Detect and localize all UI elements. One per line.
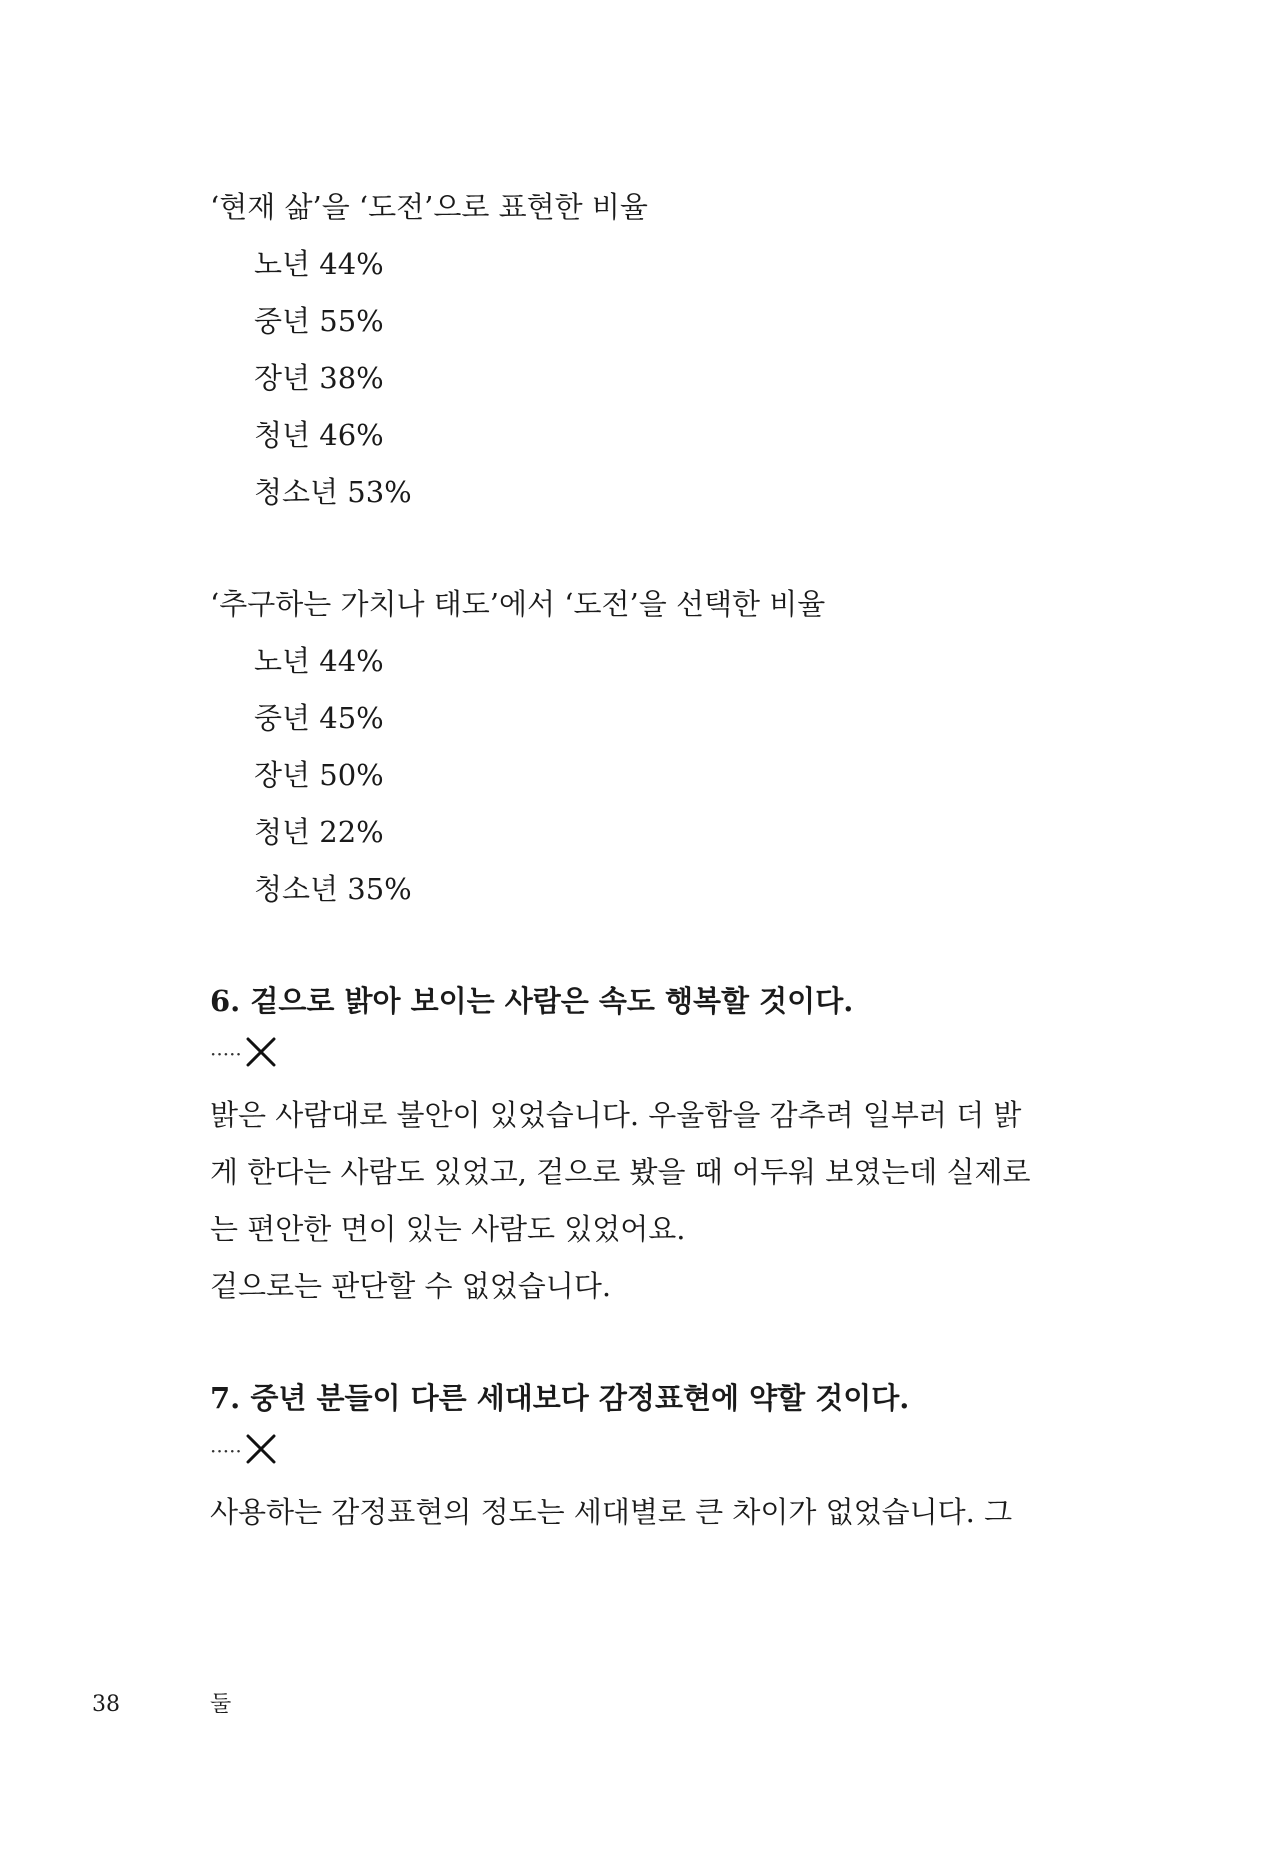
x-mark-icon bbox=[242, 1035, 278, 1074]
paragraph-line: 는 편안한 면이 있는 사람도 있었어요. bbox=[210, 1212, 686, 1246]
paragraph-line: 게 한다는 사람도 있었고, 겉으로 봤을 때 어두워 보였는데 실제로 bbox=[210, 1155, 1031, 1189]
paragraph-line: 밝은 사람대로 불안이 있었습니다. 우울함을 감추려 일부러 더 밝 bbox=[210, 1098, 1022, 1132]
marker-dots: ····· bbox=[210, 1439, 242, 1463]
answer-7-marker bbox=[210, 1431, 278, 1471]
list-item: 장년 38% bbox=[254, 361, 384, 395]
list-item: 노년 44% bbox=[254, 644, 384, 678]
list-item: 노년 44% bbox=[254, 247, 384, 281]
section1-title: ‘현재 삶’을 ‘도전’으로 표현한 비율 bbox=[210, 190, 648, 224]
list-item: 청소년 35% bbox=[254, 872, 412, 906]
list-item: 청년 46% bbox=[254, 418, 384, 452]
x-mark-icon bbox=[242, 1432, 278, 1471]
marker-dots: ····· bbox=[210, 1042, 242, 1066]
page-number: 38 bbox=[92, 1692, 120, 1717]
chapter-label: 둘 bbox=[210, 1692, 232, 1717]
list-item: 중년 45% bbox=[254, 701, 384, 735]
answer-6-marker bbox=[210, 1034, 278, 1074]
paragraph-line: 사용하는 감정표현의 정도는 세대별로 큰 차이가 없었습니다. 그 bbox=[210, 1495, 1013, 1529]
list-item: 청소년 53% bbox=[254, 475, 412, 509]
list-item: 청년 22% bbox=[254, 815, 384, 849]
paragraph-line: 겉으로는 판단할 수 없었습니다. bbox=[210, 1269, 612, 1303]
list-item: 중년 55% bbox=[254, 304, 384, 338]
section2-title: ‘추구하는 가치나 태도’에서 ‘도전’을 선택한 비율 bbox=[210, 587, 826, 621]
question-6-heading: 6. 겉으로 밝아 보이는 사람은 속도 행복할 것이다. bbox=[210, 984, 854, 1018]
question-7-heading: 7. 중년 분들이 다른 세대보다 감정표현에 약할 것이다. bbox=[210, 1381, 910, 1415]
list-item: 장년 50% bbox=[254, 758, 384, 792]
